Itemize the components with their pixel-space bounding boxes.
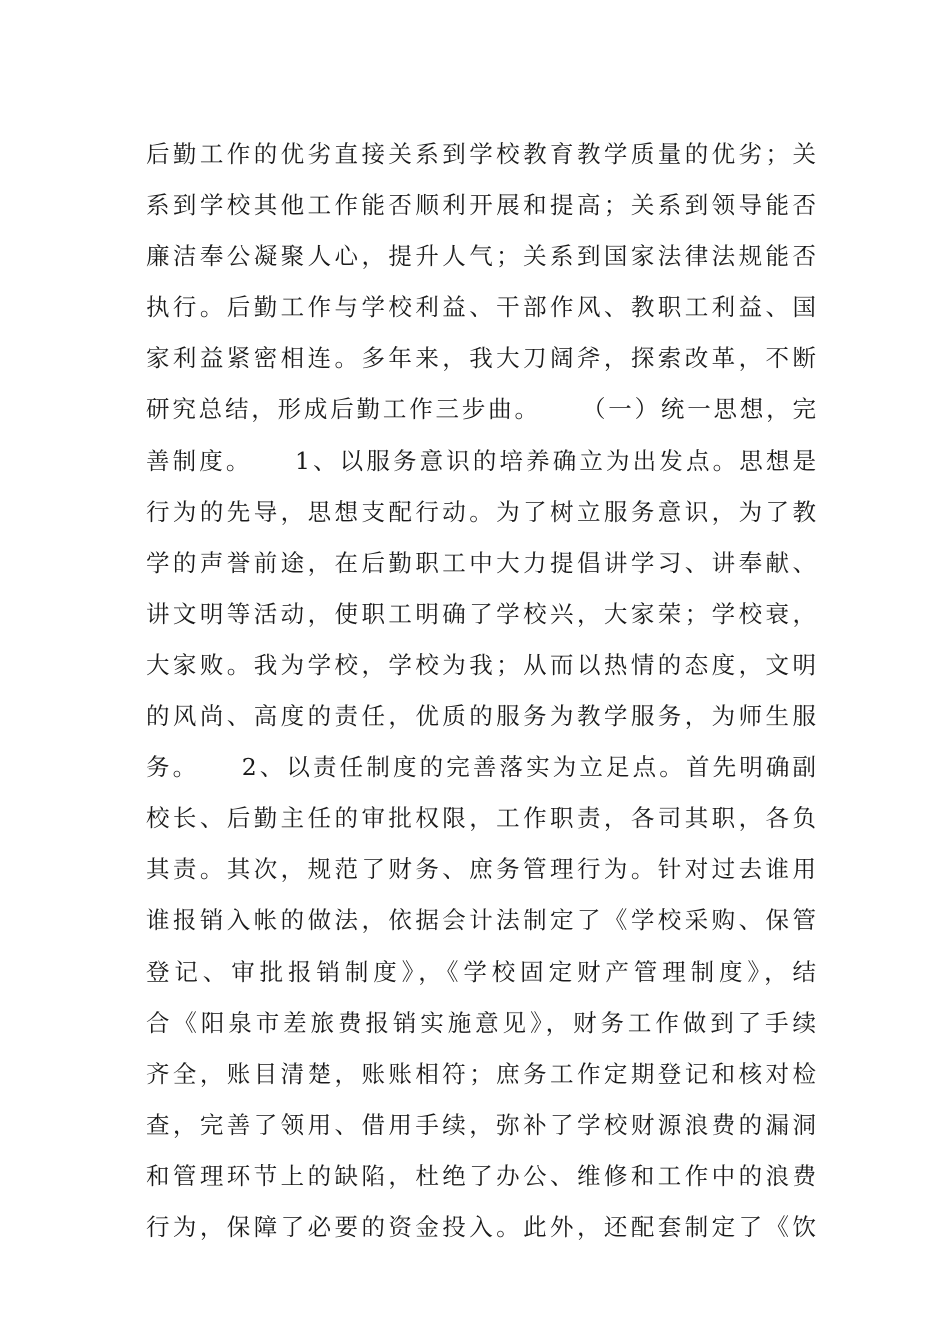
text-line-4: 执行。后勤工作与学校利益、干部作风、教职工利益、国 — [146, 293, 816, 322]
text-line-13: 务。 2、以责任制度的完善落实为立足点。首先明确副 — [146, 753, 816, 782]
text-line-2: 系到学校其他工作能否顺利开展和提高；关系到领导能否 — [146, 191, 816, 220]
text-line-7: 善制度。 1、以服务意识的培养确立为出发点。思想是 — [146, 446, 816, 475]
text-line-5: 家利益紧密相连。多年来，我大刀阔斧，探索改革，不断 — [146, 344, 816, 373]
body-text — [146, 129, 816, 1253]
text-line-20: 查，完善了领用、借用手续，弥补了学校财源浪费的漏洞 — [146, 1110, 816, 1139]
text-line-17: 登记、审批报销制度》，《学校固定财产管理制度》，结 — [146, 957, 816, 986]
text-line-16: 谁报销入帐的做法，依据会计法制定了《学校采购、保管 — [146, 906, 816, 935]
text-line-18: 合《阳泉市差旅费报销实施意见》，财务工作做到了手续 — [146, 1008, 816, 1037]
text-line-22: 行为，保障了必要的资金投入。此外，还配套制定了《饮 — [146, 1212, 816, 1241]
text-line-15: 其责。其次，规范了财务、庶务管理行为。针对过去谁用 — [146, 855, 816, 884]
text-line-1: 后勤工作的优劣直接关系到学校教育教学质量的优劣；关 — [146, 140, 816, 168]
text-line-10: 讲文明等活动，使职工明确了学校兴，大家荣；学校衰， — [146, 599, 816, 628]
text-line-8: 行为的先导，思想支配行动。为了树立服务意识，为了教 — [146, 497, 816, 526]
text-line-9: 学的声誉前途，在后勤职工中大力提倡讲学习、讲奉献、 — [146, 548, 816, 577]
text-line-6: 研究总结，形成后勤工作三步曲。 （一）统一思想，完 — [146, 395, 816, 424]
text-line-11: 大家败。我为学校，学校为我；从而以热情的态度，文明 — [146, 650, 816, 679]
text-line-19: 齐全，账目清楚，账账相符；庶务工作定期登记和核对检 — [146, 1059, 816, 1088]
text-line-21: 和管理环节上的缺陷，杜绝了办公、维修和工作中的浪费 — [146, 1161, 816, 1190]
text-line-12: 的风尚、高度的责任，优质的服务为教学服务，为师生服 — [146, 702, 816, 731]
text-line-3: 廉洁奉公凝聚人心，提升人气；关系到国家法律法规能否 — [146, 242, 816, 271]
text-line-14: 校长、后勤主任的审批权限，工作职责，各司其职，各负 — [146, 804, 816, 833]
